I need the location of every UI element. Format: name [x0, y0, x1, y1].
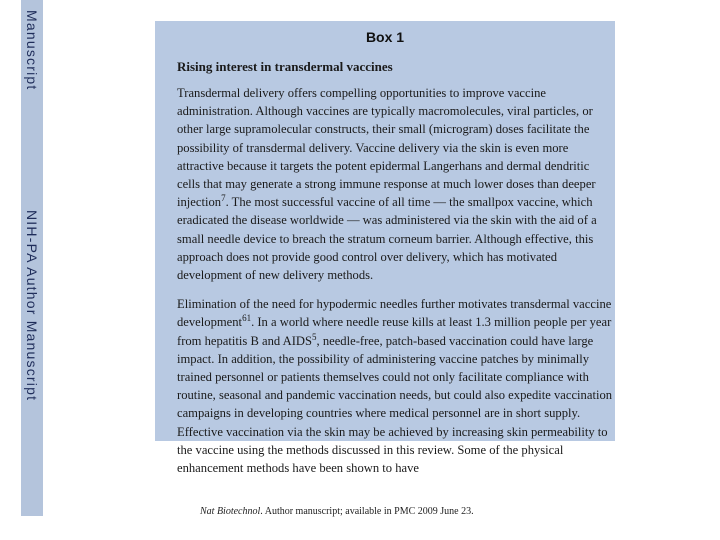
page-footer [200, 506, 474, 517]
sidebar-label-author-manuscript: NIH-PA Author Manuscript [24, 210, 40, 402]
paragraph-2-text-c: , needle-free, patch-based vaccination could have large impact. In addition, the possibility of administering vaccine patches by minimally trained personnel or patients themselves could not only facilitate compliance with routine, seasonal and pandemic vaccination needs, but could also expedite vaccination campaigns in developing countries where medical personnel are in short supply. Effective vaccination via the skin may be achieved by increasing skin permeability to the vaccine using the methods discussed in this review. Some of the physical enhancement methods have been shown to have [177, 333, 613, 476]
paragraph-1 [177, 84, 615, 284]
box-heading: Rising interest in transdermal vaccines [177, 59, 393, 74]
reference-superscript: 61 [242, 313, 252, 324]
footer-citation: . Author manuscript; available in PMC 2009 June 23. [260, 506, 474, 517]
reference-superscript: 7 [221, 193, 226, 204]
reference-superscript: 5 [312, 331, 317, 342]
paragraph-1-text-b: . The most successful vaccine of all time — the smallpox vaccine, which eradicated the disease worldwide — was administered via the skin with the aid of a small needle device to breach the stratum corneum barrier. Although effective, this approach does not provide good control over delivery, which has motivated development of new delivery methods. [177, 195, 597, 283]
paragraph-2 [177, 295, 615, 477]
footer-journal: Nat Biotechnol [200, 506, 261, 517]
box-title: Box 1 [365, 29, 405, 45]
paragraph-2-text-a: Elimination of the need for hypodermic needles further motivates transdermal vaccine development [177, 297, 612, 330]
box-panel [155, 21, 615, 476]
paragraph-2-text-b: . In a world where needle reuse kills at least 1.3 million people per year from hepatitis B and AIDS [177, 315, 612, 348]
sidebar-label-manuscript: Manuscript [24, 10, 40, 91]
paragraph-1-text-a: Transdermal delivery offers compelling opportunities to improve vaccine administration. Although vaccines are typically macromolecules, viral particles, or other large supramolecular constructs, their small (microgram) doses facilitate the possibility of transdermal delivery. Vaccine delivery via the skin is even more attractive because it targets the potent epidermal Langerhans and dermal dendritic cells that may generate a strong immune response at much lower doses than deeper injection [177, 86, 596, 210]
